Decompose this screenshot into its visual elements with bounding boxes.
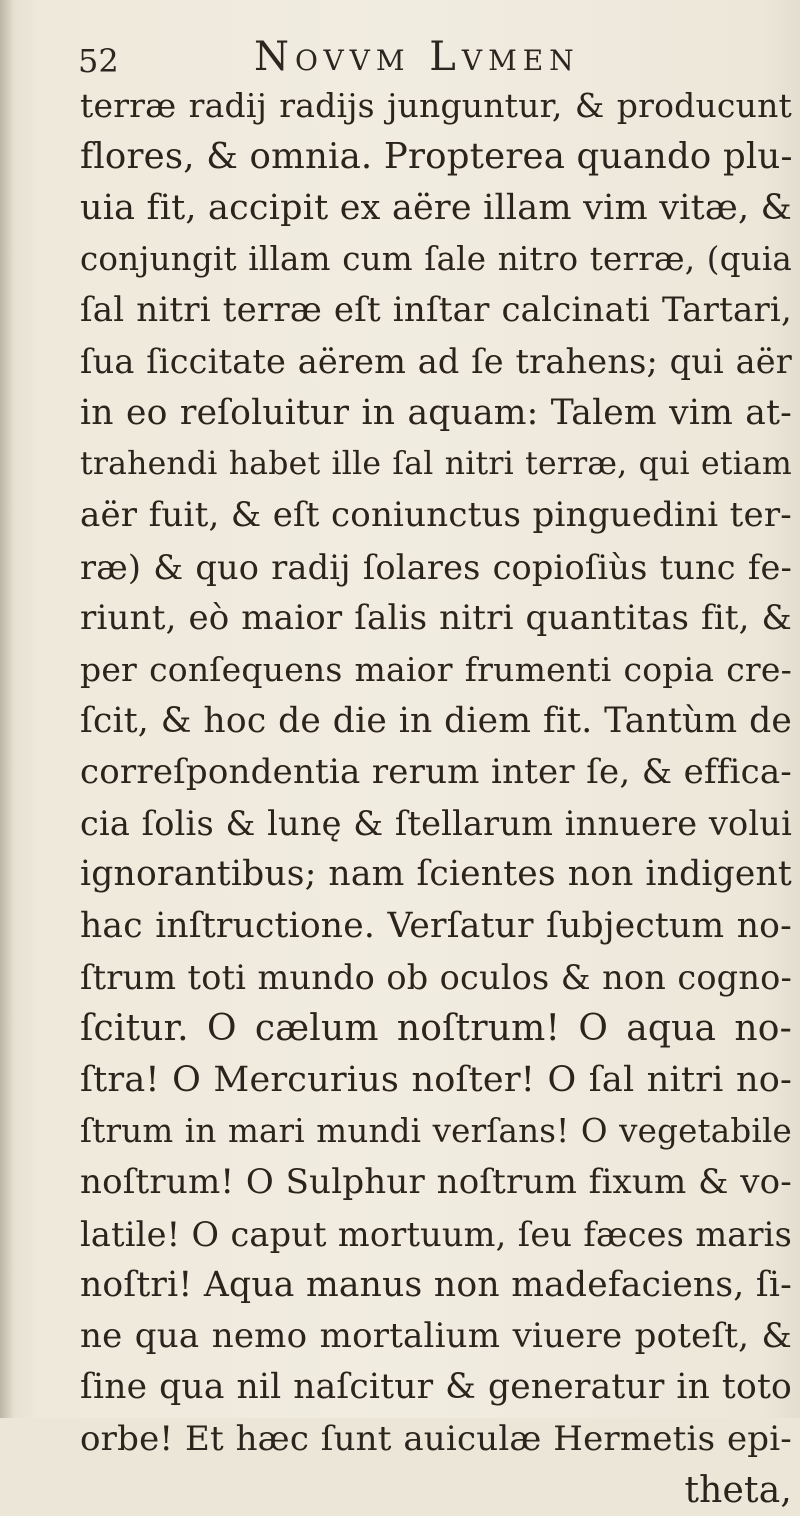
text-line: flores, & omnia. Propterea quando plu-	[80, 136, 793, 178]
text-line: ne qua nemo mortalium viuere poteſt, &	[80, 1316, 792, 1357]
text-line: ræ) & quo radij ſolares copioſiùs tunc fe-	[80, 547, 792, 587]
text-line: ſcit, & hoc de die in diem fit. Tantùm de	[80, 700, 792, 741]
text-line: in eo reſoluitur in aquam: Talem vim at-	[80, 392, 792, 433]
text-line: aër fuit, & eſt coniunctus pinguedini ter-	[80, 495, 792, 536]
text-line: ſtrum toti mundo ob oculos & non cogno-	[80, 958, 792, 998]
page-fold-shadow	[0, 0, 14, 1418]
text-line: cia ſolis & lunę & ſtellarum innuere volui	[80, 804, 792, 844]
text-line: orbe! Et hæc ſunt auiculæ Hermetis epi-	[80, 1418, 792, 1459]
text-line: ſtra! O Mercurius noſter! O ſal nitri no-	[80, 1059, 792, 1100]
text-line: trahendi habet ille ſal nitri terræ, qui etiam	[80, 446, 792, 483]
body-text	[80, 80, 792, 1516]
text-line: ſua ſiccitate aërem ad ſe trahens; qui aër	[80, 342, 792, 382]
text-line: latile! O caput mortuum, ſeu fæces maris	[80, 1214, 792, 1254]
text-line: ſal nitri terræ eſt inſtar calcinati Tartari,	[80, 290, 792, 331]
text-line: ſtrum in mari mundi verſans! O vegetabile	[80, 1111, 792, 1150]
text-line: ignorantibus; nam ſcientes non indigent	[80, 854, 792, 895]
text-line: noſtri! Aqua manus non madefaciens, ſi-	[80, 1264, 792, 1305]
text-line: ſine qua nil naſcitur & generatur in toto	[80, 1367, 792, 1408]
page-number: 52	[78, 42, 119, 80]
running-title: Novvm Lvmen	[254, 34, 580, 80]
text-line: uia fit, accipit ex aëre illam vim vitæ, &	[80, 187, 792, 228]
text-line: riunt, eò maior ſalis nitri quantitas fit, &	[80, 597, 792, 638]
text-line: terræ radij radijs junguntur, & producunt	[80, 86, 792, 125]
text-line-catchword: theta,	[684, 1470, 792, 1512]
text-line: correſpondentia rerum inter ſe, & effica-	[80, 751, 792, 792]
text-line: ſcitur. O cælum noſtrum! O aqua no-	[80, 1008, 792, 1050]
text-line: hac inſtructione. Verſatur ſubjectum no-	[80, 905, 792, 946]
text-line: noſtrum! O Sulphur noſtrum fixum & vo-	[80, 1162, 792, 1203]
text-line: conjungit illam cum ſale nitro terræ, (quia	[80, 239, 792, 278]
text-line: per conſequens maior frumenti copia cre-	[80, 650, 792, 690]
